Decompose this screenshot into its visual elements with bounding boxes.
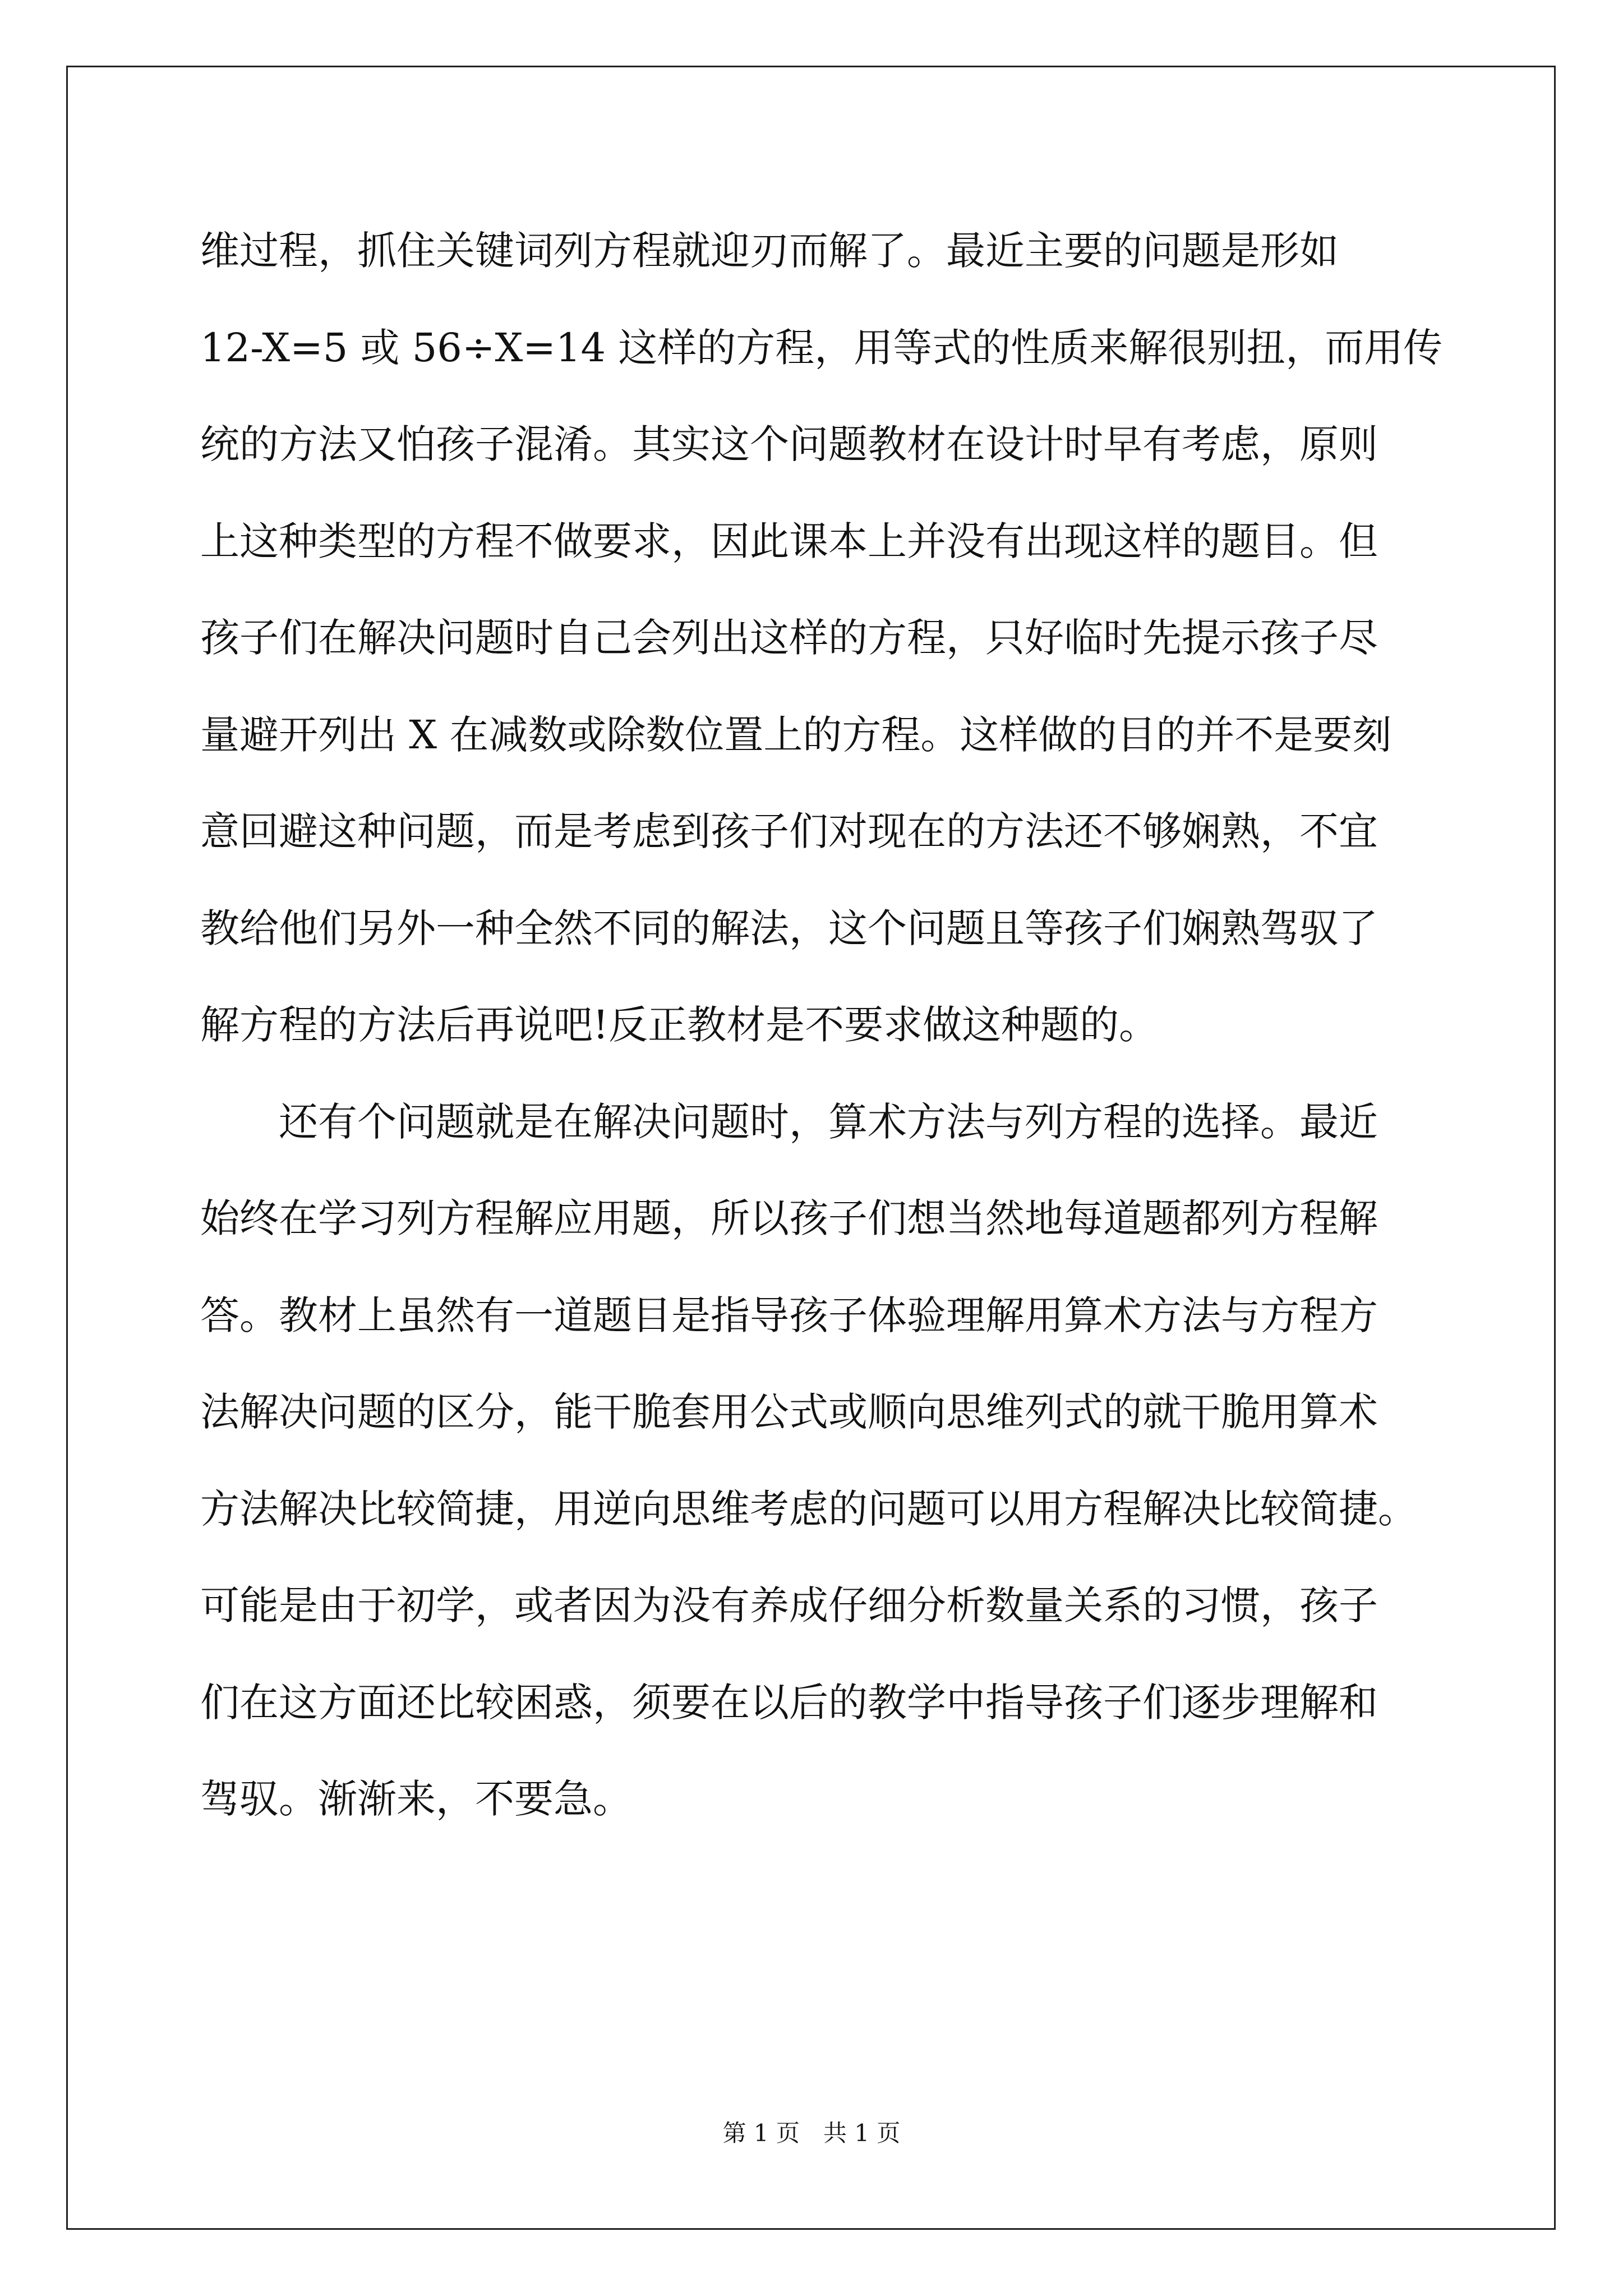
page-number-footer: 第 1 页 共 1 页 [722, 2119, 901, 2147]
paragraph-1-line-1: 维过程，抓住关键词列方程就迎刃而解了。最近主要的问题是形如 [200, 228, 1339, 274]
paragraph-1-line-9: 解方程的方法后再说吧!反正教材是不要求做这种题的。 [200, 1002, 1159, 1048]
paragraph-2-line-3: 答。教材上虽然有一道题目是指导孩子体验理解用算术方法与方程方 [200, 1292, 1378, 1338]
paragraph-2-line-2: 始终在学习列方程解应用题，所以孩子们想当然地每道题都列方程解 [200, 1195, 1378, 1241]
paragraph-2-line-6: 可能是由于初学，或者因为没有养成仔细分析数量关系的习惯，孩子 [200, 1582, 1378, 1628]
paragraph-1-line-2: 12-X=5 或 56÷X=14 这样的方程，用等式的性质来解很别扭，而用传 [200, 325, 1443, 371]
paragraph-2-line-7: 们在这方面还比较困惑，须要在以后的教学中指导孩子们逐步理解和 [200, 1680, 1378, 1726]
paragraph-1-line-6: 量避开列出 X 在减数或除数位置上的方程。这样做的目的并不是要刻 [200, 712, 1392, 758]
page-border [66, 66, 1556, 2230]
paragraph-2-line-5: 方法解决比较简捷，用逆向思维考虑的问题可以用方程解决比较简捷。 [200, 1486, 1417, 1532]
paragraph-1-line-7: 意回避这种问题，而是考虑到孩子们对现在的方法还不够娴熟，不宜 [200, 808, 1378, 854]
paragraph-1-line-3: 统的方法又怕孩子混淆。其实这个问题教材在设计时早有考虑，原则 [200, 421, 1378, 467]
paragraph-1-line-4: 上这种类型的方程不做要求，因此课本上并没有出现这样的题目。但 [200, 518, 1378, 564]
paragraph-1-line-8: 教给他们另外一种全然不同的解法，这个问题且等孩子们娴熟驾驭了 [200, 905, 1378, 951]
paragraph-2-line-1: 还有个问题就是在解决问题时，算术方法与列方程的选择。最近 [279, 1099, 1378, 1145]
paragraph-2-line-8: 驾驭。渐渐来，不要急。 [200, 1776, 632, 1822]
paragraph-2-line-4: 法解决问题的区分，能干脆套用公式或顺向思维列式的就干脆用算术 [200, 1389, 1378, 1435]
paragraph-1-line-5: 孩子们在解决问题时自己会列出这样的方程，只好临时先提示孩子尽 [200, 615, 1378, 661]
